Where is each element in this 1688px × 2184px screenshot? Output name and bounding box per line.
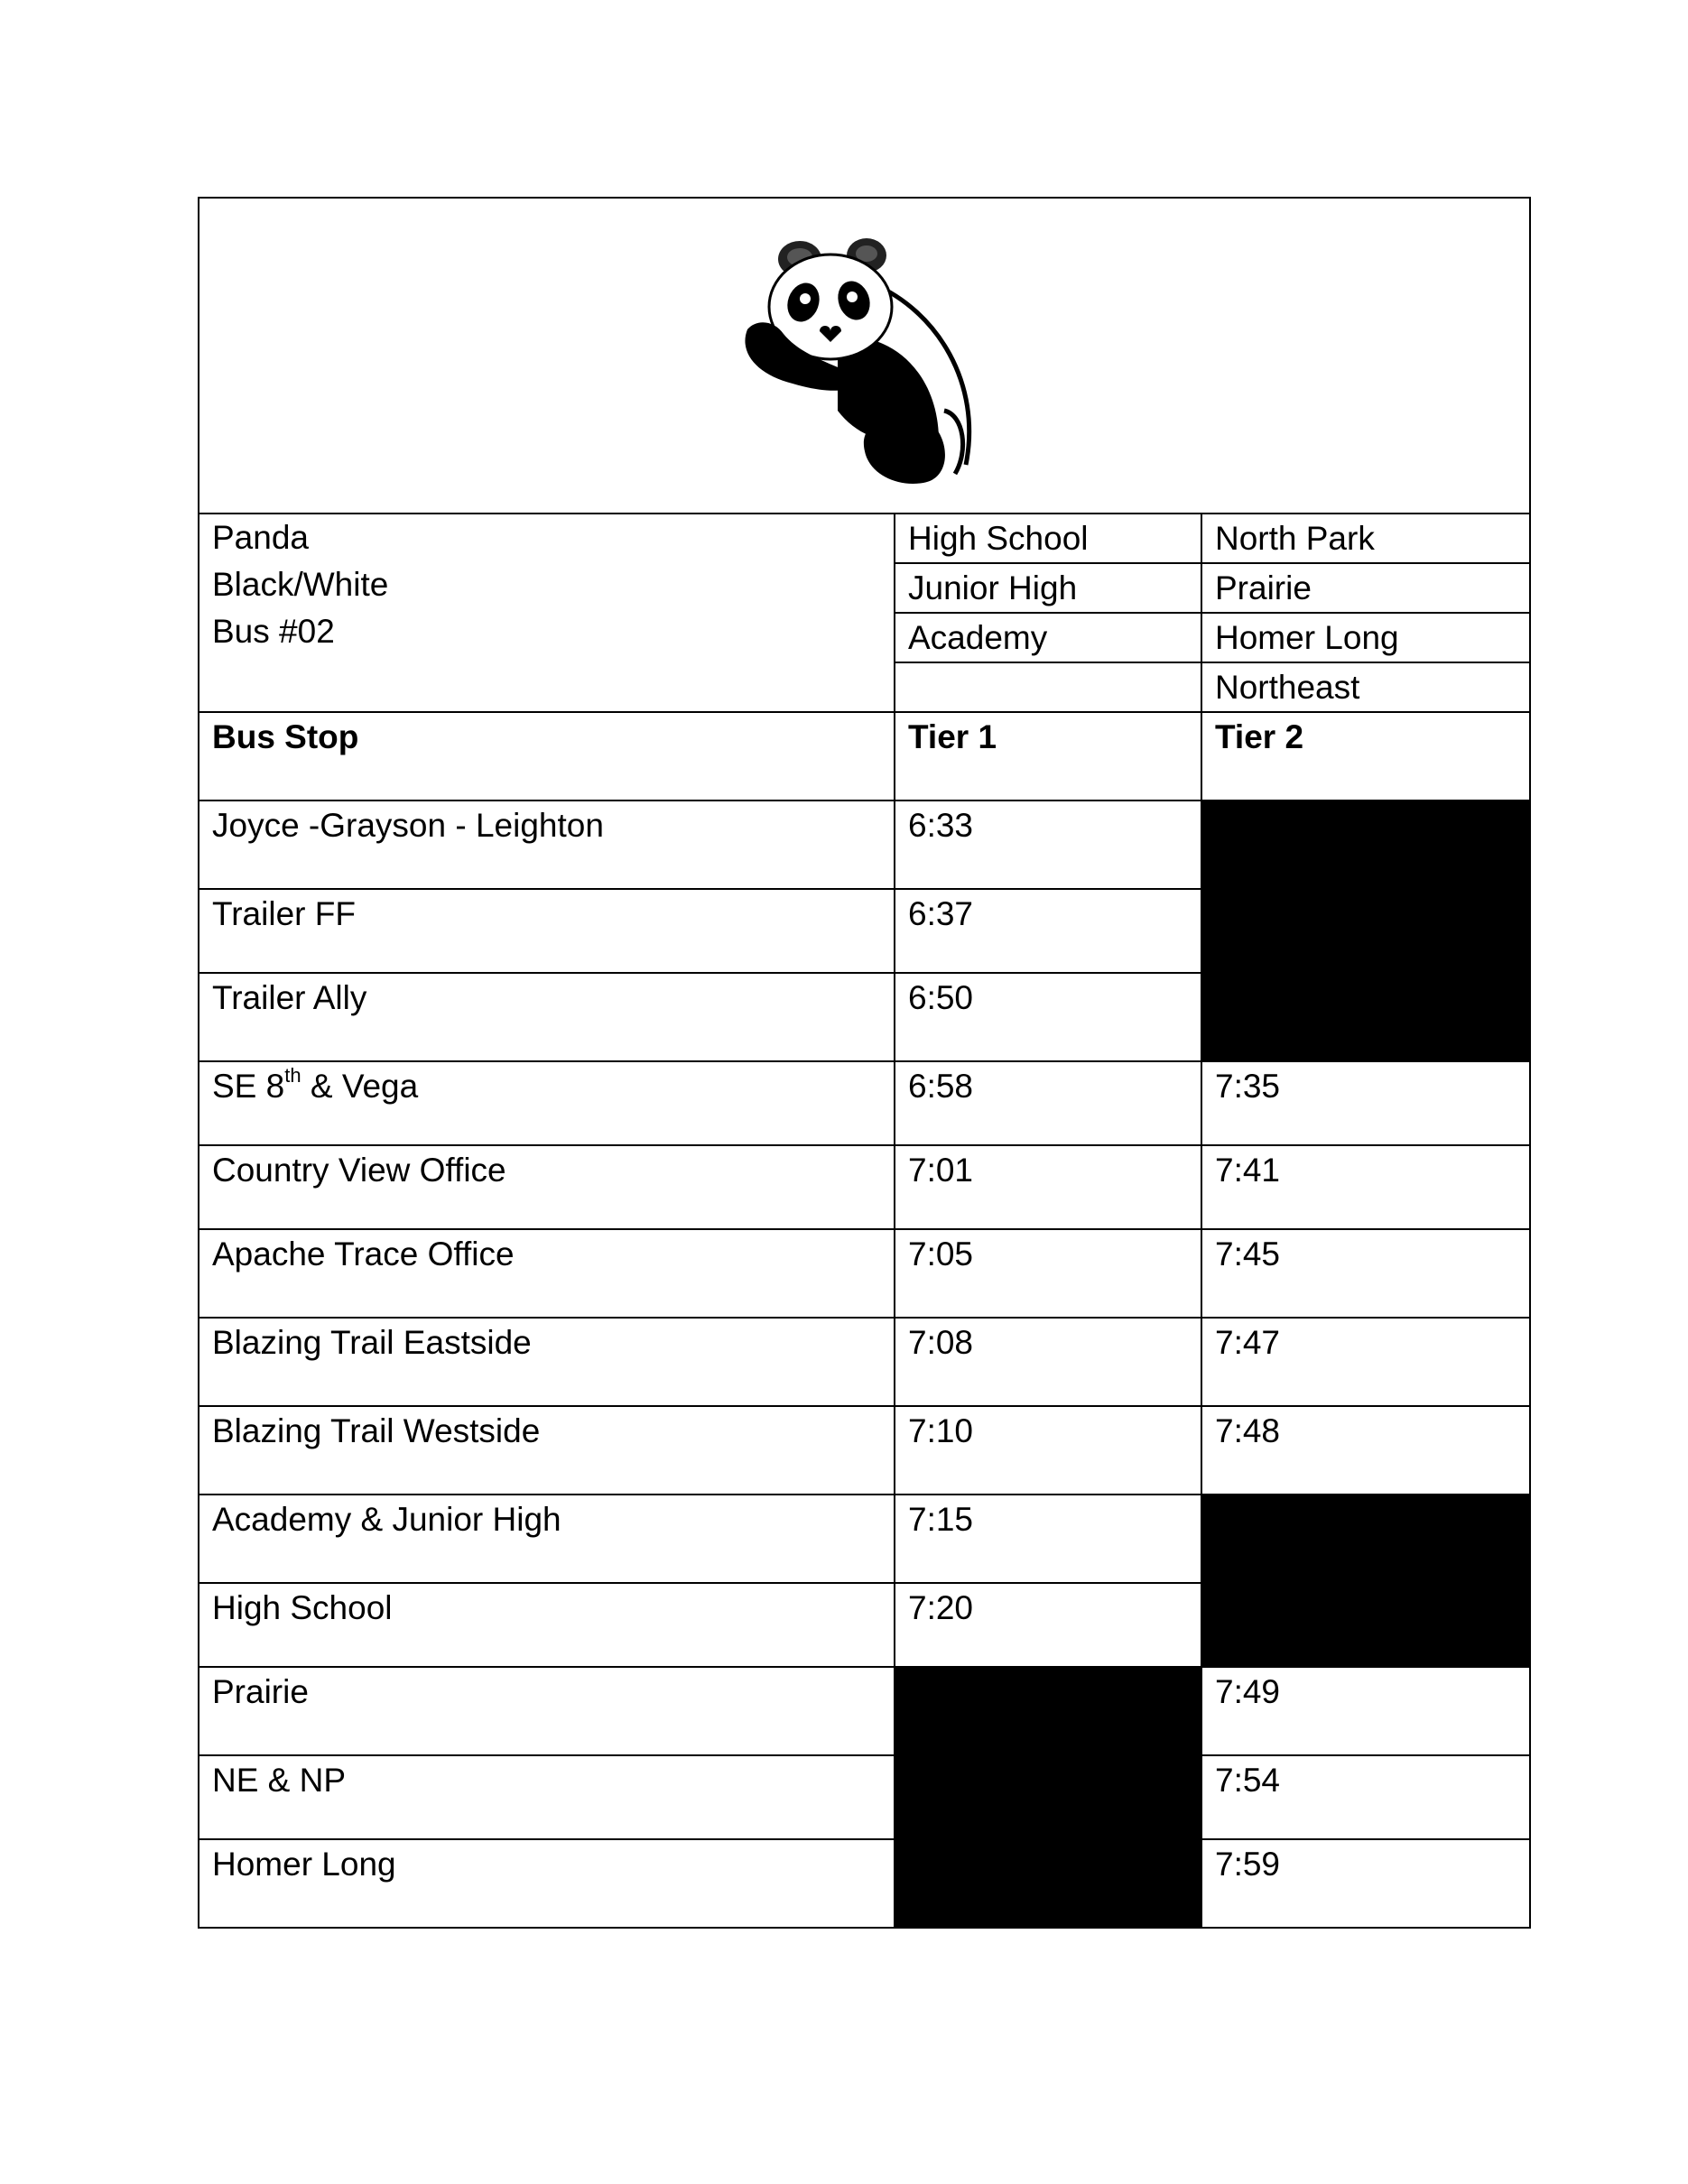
bus-colors: Black/White [212, 566, 389, 603]
blocked-cell [895, 1667, 1201, 1928]
table-row [199, 1495, 1530, 1583]
tier2-school: North Park [1201, 514, 1530, 563]
tier2-school: Northeast [1201, 662, 1530, 712]
info-row-1 [199, 514, 1530, 563]
tier2-time: 7:54 [1201, 1755, 1530, 1839]
table-row [199, 1318, 1530, 1406]
tier2-time: 7:41 [1201, 1145, 1530, 1229]
stop-name-sup: th [284, 1063, 301, 1087]
stop-name: Trailer FF [199, 889, 895, 973]
tier2-school: Homer Long [1201, 613, 1530, 662]
bus-name: Panda [212, 519, 309, 556]
tier2-school: Prairie [1201, 563, 1530, 613]
stop-name-suffix: & Vega [301, 1068, 419, 1105]
stop-name: Trailer Ally [199, 973, 895, 1061]
table-row [199, 1061, 1530, 1145]
tier1-time: 6:58 [895, 1061, 1201, 1145]
tier1-school [895, 662, 1201, 712]
tier1-time: 7:08 [895, 1318, 1201, 1406]
tier1-time: 6:37 [895, 889, 1201, 973]
table-row [199, 1145, 1530, 1229]
tier1-school: High School [895, 514, 1201, 563]
blocked-cell [1201, 1495, 1530, 1667]
tier1-time: 7:01 [895, 1145, 1201, 1229]
tier1-time: 7:15 [895, 1495, 1201, 1583]
tier2-time: 7:59 [1201, 1839, 1530, 1928]
stop-name: Joyce -Grayson - Leighton [199, 800, 895, 889]
stop-name: Academy & Junior High [199, 1495, 895, 1583]
bus-number: Bus #02 [212, 613, 335, 650]
tier1-school: Junior High [895, 563, 1201, 613]
blocked-cell [1201, 800, 1530, 1061]
table-row [199, 1755, 1530, 1839]
stop-name: Blazing Trail Eastside [199, 1318, 895, 1406]
stop-name: Blazing Trail Westside [199, 1406, 895, 1495]
tier1-time: 6:33 [895, 800, 1201, 889]
stop-name [199, 1061, 895, 1145]
tier2-time: 7:49 [1201, 1667, 1530, 1755]
stop-name-prefix: SE 8 [212, 1068, 285, 1105]
table-row [199, 1667, 1530, 1755]
tier2-time: 7:35 [1201, 1061, 1530, 1145]
stop-name: Prairie [199, 1667, 895, 1755]
table-row [199, 800, 1530, 889]
stop-name: High School [199, 1583, 895, 1667]
tier1-header: Tier 1 [895, 712, 1201, 800]
bus-stop-header: Bus Stop [199, 712, 895, 800]
tier1-time: 7:10 [895, 1406, 1201, 1495]
stop-name: Apache Trace Office [199, 1229, 895, 1318]
tier1-school: Academy [895, 613, 1201, 662]
table-row [199, 1229, 1530, 1318]
table-row [199, 1406, 1530, 1495]
stop-name: NE & NP [199, 1755, 895, 1839]
bus-schedule-table [198, 197, 1531, 1929]
panda-logo-icon [729, 230, 1000, 501]
stop-name: Homer Long [199, 1839, 895, 1928]
tier1-time: 7:20 [895, 1583, 1201, 1667]
stop-name: Country View Office [199, 1145, 895, 1229]
tier2-time: 7:47 [1201, 1318, 1530, 1406]
tier2-time: 7:45 [1201, 1229, 1530, 1318]
tier1-time: 7:05 [895, 1229, 1201, 1318]
tier2-time: 7:48 [1201, 1406, 1530, 1495]
bus-info-cell [199, 514, 895, 712]
table-row [199, 1839, 1530, 1928]
tier1-time: 6:50 [895, 973, 1201, 1061]
tier2-header: Tier 2 [1201, 712, 1530, 800]
logo-row [199, 198, 1530, 514]
column-header-row [199, 712, 1530, 800]
logo-cell [199, 198, 1530, 514]
